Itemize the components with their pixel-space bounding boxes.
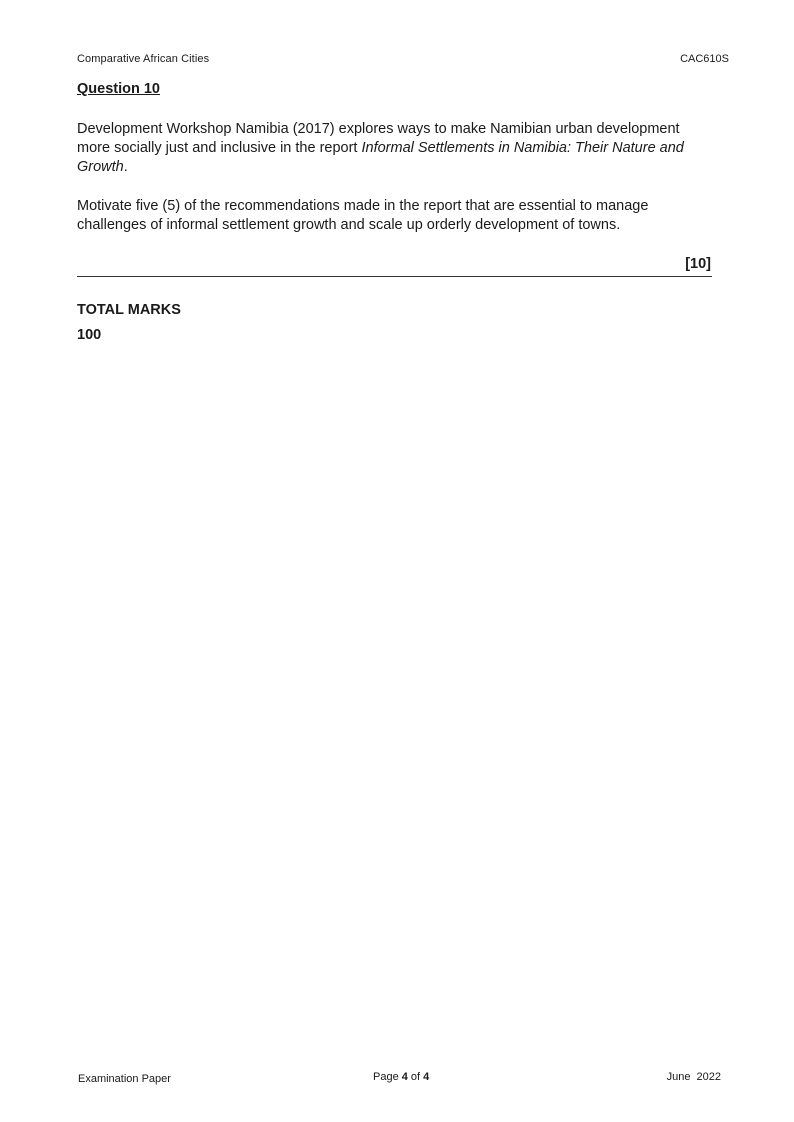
page-current: 4 bbox=[401, 1071, 408, 1083]
question-paragraph-1 bbox=[77, 120, 712, 177]
page-total: 4 bbox=[423, 1071, 430, 1083]
course-code: CAC610S bbox=[680, 53, 729, 65]
question-marks: [10] bbox=[685, 256, 711, 272]
paragraph-1-text: Development Workshop Namibia (2017) explores ways to make Namibian urban development more socially just and inclusive in the report bbox=[77, 121, 680, 156]
report-title: Informal Settlements in Namibia: Their Nature and Growth bbox=[77, 140, 684, 175]
page-prefix: Page bbox=[373, 1071, 402, 1083]
footer-page-number bbox=[373, 1071, 429, 1083]
course-name: Comparative African Cities bbox=[77, 53, 210, 65]
page-of: of bbox=[407, 1071, 424, 1083]
separator-line bbox=[77, 276, 712, 277]
paragraph-1-end: . bbox=[123, 159, 128, 175]
total-marks-value: 100 bbox=[77, 327, 102, 343]
footer-doc-type: Examination Paper bbox=[78, 1073, 171, 1085]
question-paragraph-2: Motivate five (5) of the recommendations made in the report that are essential to manage challenges of informal settlement growth and scale up orderly development of towns. bbox=[77, 198, 649, 233]
question-title: Question 10 bbox=[77, 81, 160, 97]
total-marks-label: TOTAL MARKS bbox=[77, 302, 181, 318]
footer-date: June 2022 bbox=[666, 1071, 721, 1083]
